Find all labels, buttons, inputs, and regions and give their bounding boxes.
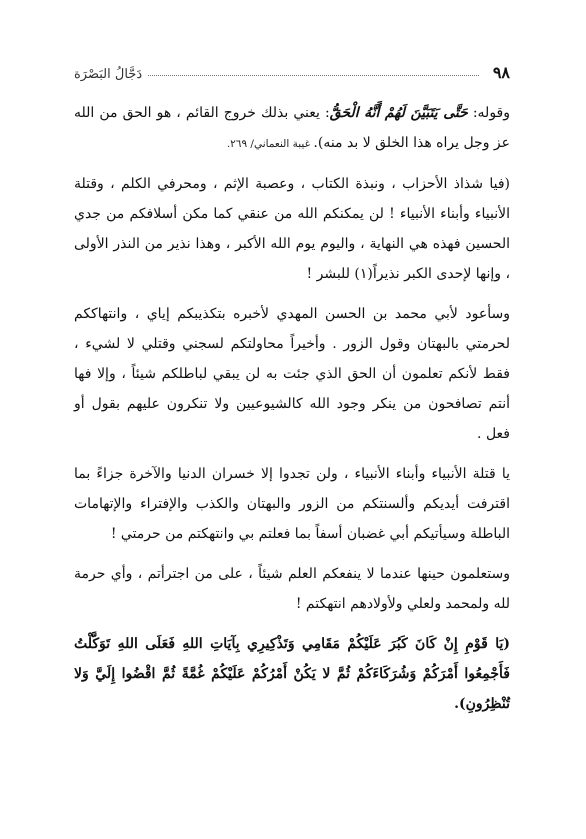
paragraph-text: يا قتلة الأنبياء وأبناء الأنبياء ، ولن تجدوا إلا خسران الدنيا والآخرة جزاءً بما اقترفت أيديكم وألسنتكم من الزور والبهتان والكذب والإفتراء والإتهامات الباطلة وسيأتيكم أبي غضبان أسفاً بما فعلتم بي وانتهكتم من حرمتي !	[74, 466, 510, 542]
quran-quote: حَتَّى يَتَبَيَّنَ لَهُمْ أَنَّهُ الْحَقُّ	[329, 105, 468, 121]
page-number: ٩٨	[492, 63, 510, 82]
paragraph-text: (يَا قَوْمِ إِنْ كَانَ كَبُرَ عَلَيْكُمْ مَقَامِي وَتَذْكِيرِي بِآيَاتِ اللهِ فَعَلَى اللهِ تَوَكَّلْتُ فَأَجْمِعُوا أَمْرَكُمْ وَشُرَكَاءَكُمْ ثُمَّ لا يَكُنْ أَمْرُكُمْ عَلَيْكُمْ غُمَّةً ثُمَّ اقْضُوا إِلَيَّ وَلا تُنْظِرُونِ).	[74, 636, 510, 712]
running-title: دَجَّالُ البَصْرَة	[74, 67, 143, 82]
paragraph-3	[74, 299, 510, 449]
source-reference: غيبة النعماني/ ٢٦٩.	[226, 138, 314, 150]
page-header	[74, 60, 510, 82]
paragraph-2	[74, 169, 510, 289]
paragraph-text: وسأعود لأبي محمد بن الحسن المهدي لأخبره بتكذيبكم إياي ، وانتهاككم لحرمتي بالبهتان وقول الزور . وأخيراً محاولتكم لسجني وقتلي لا لشيء ، فقط لأنكم تعلمون أن الحق الذي جئت به لن يبقي لباطلكم شيئاً ، وإلا فها أنتم تصافحون من ينكر وجود الله كالشيوعيين ولا تنكرون عليهم بقول أو فعل .	[74, 306, 510, 442]
paragraph-lead: وقوله:	[467, 105, 511, 121]
paragraph-text: : يعني بذلك خروج القائم ، هو الحق من الله عز وجل يراه هذا الخلق لا بد منه).	[74, 105, 510, 151]
quran-verse	[74, 629, 510, 719]
paragraph-1	[74, 98, 510, 159]
header-rule	[148, 75, 479, 76]
paragraph-4	[74, 459, 510, 549]
paragraph-text: (فيا شذاذ الأحزاب ، ونبذة الكتاب ، وعصبة الإثم ، ومحرفي الكلم ، وقتلة الأنبياء وأبناء الأنبياء ! لن يمكنكم الله من عنقي كما مكن أسلافكم من جدي الحسين فهذه هي النهاية ، واليوم يوم الله الأكبر ، وهذا نذير من النذر الأولى ، وإنها لإحدى الكبر نذيراً(١) للبشر !	[74, 176, 510, 282]
paragraph-5	[74, 559, 510, 619]
page-body	[74, 98, 510, 729]
paragraph-text: وستعلمون حينها عندما لا ينفعكم العلم شيئاً ، على من اجترأتم ، وأي حرمة لله ولمحمد ولعلي ولأولادهم انتهكتم !	[74, 566, 510, 612]
